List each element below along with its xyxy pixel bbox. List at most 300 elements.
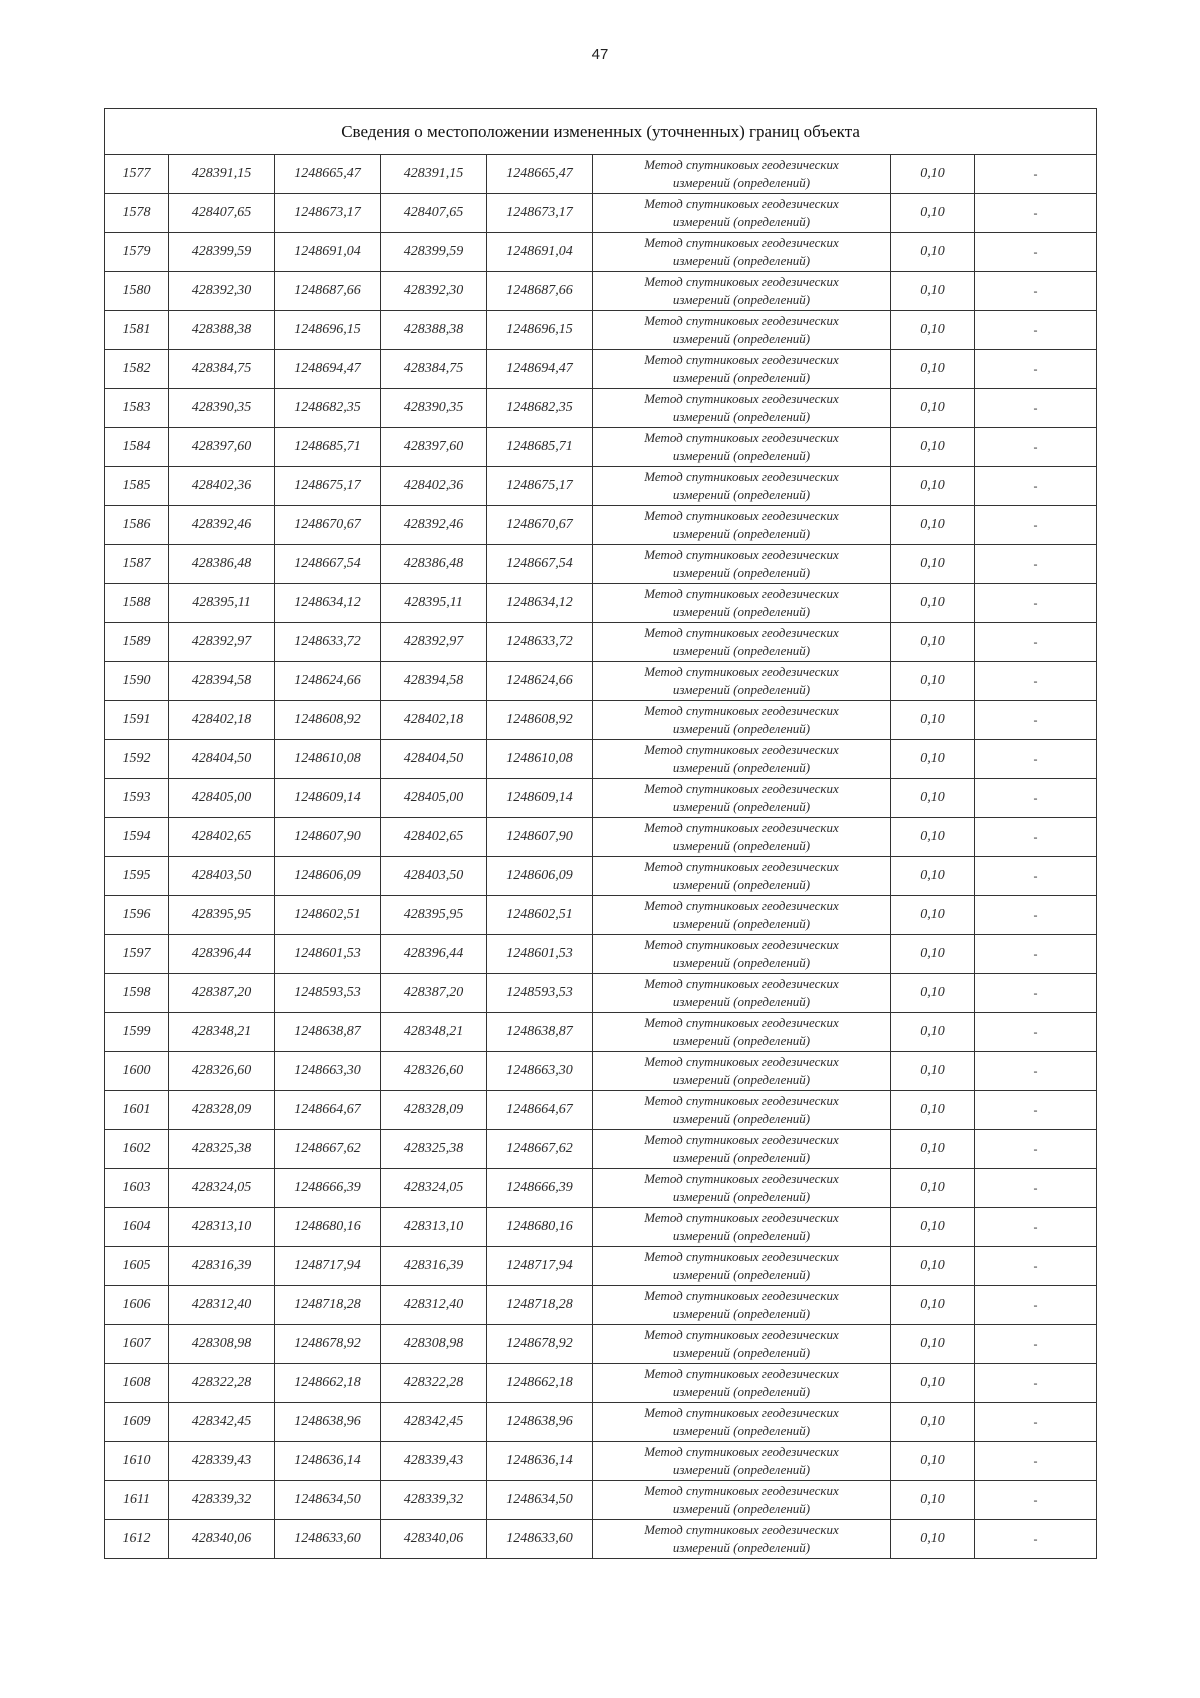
accuracy-cell: 0,10	[891, 818, 975, 857]
new-x-cell: 428322,28	[381, 1364, 487, 1403]
point-number-cell: 1584	[105, 428, 169, 467]
note-cell: -	[975, 1481, 1097, 1520]
new-x-cell: 428396,44	[381, 935, 487, 974]
existing-x-cell: 428396,44	[169, 935, 275, 974]
existing-x-cell: 428392,30	[169, 272, 275, 311]
method-line-2: измерений (определений)	[672, 604, 811, 619]
note-cell: -	[975, 935, 1097, 974]
new-y-cell: 1248663,30	[487, 1052, 593, 1091]
method-cell	[593, 233, 891, 272]
new-y-cell: 1248601,53	[487, 935, 593, 974]
method-line-1: Метод спутниковых геодезических	[644, 1015, 839, 1030]
existing-x-cell: 428326,60	[169, 1052, 275, 1091]
accuracy-cell: 0,10	[891, 896, 975, 935]
method-cell	[593, 1208, 891, 1247]
point-number-cell: 1592	[105, 740, 169, 779]
method-line-2: измерений (определений)	[672, 448, 811, 463]
note-cell: -	[975, 779, 1097, 818]
point-number-cell: 1579	[105, 233, 169, 272]
method-line-1: Метод спутниковых геодезических	[644, 781, 839, 796]
existing-y-cell: 1248638,87	[275, 1013, 381, 1052]
new-x-cell: 428402,36	[381, 467, 487, 506]
table-row	[105, 1286, 1097, 1325]
method-line-1: Метод спутниковых геодезических	[644, 898, 839, 913]
accuracy-cell: 0,10	[891, 701, 975, 740]
existing-x-cell: 428397,60	[169, 428, 275, 467]
table-row	[105, 701, 1097, 740]
note-cell: -	[975, 1091, 1097, 1130]
method-line-1: Метод спутниковых геодезических	[644, 1288, 839, 1303]
accuracy-cell: 0,10	[891, 1442, 975, 1481]
new-y-cell: 1248670,67	[487, 506, 593, 545]
method-line-1: Метод спутниковых геодезических	[644, 352, 839, 367]
note-cell: -	[975, 506, 1097, 545]
existing-x-cell: 428402,36	[169, 467, 275, 506]
accuracy-cell: 0,10	[891, 623, 975, 662]
table-title-row	[105, 109, 1097, 155]
table-row	[105, 1208, 1097, 1247]
new-x-cell: 428324,05	[381, 1169, 487, 1208]
method-cell	[593, 1052, 891, 1091]
new-y-cell: 1248633,72	[487, 623, 593, 662]
new-y-cell: 1248678,92	[487, 1325, 593, 1364]
note-cell: -	[975, 1442, 1097, 1481]
method-line-2: измерений (определений)	[672, 175, 811, 190]
existing-x-cell: 428403,50	[169, 857, 275, 896]
new-x-cell: 428386,48	[381, 545, 487, 584]
method-cell	[593, 857, 891, 896]
existing-y-cell: 1248694,47	[275, 350, 381, 389]
existing-y-cell: 1248687,66	[275, 272, 381, 311]
existing-y-cell: 1248624,66	[275, 662, 381, 701]
method-line-2: измерений (определений)	[672, 526, 811, 541]
method-cell	[593, 584, 891, 623]
method-cell	[593, 428, 891, 467]
note-cell: -	[975, 155, 1097, 194]
existing-x-cell: 428395,11	[169, 584, 275, 623]
method-cell	[593, 740, 891, 779]
point-number-cell: 1594	[105, 818, 169, 857]
existing-y-cell: 1248607,90	[275, 818, 381, 857]
method-cell	[593, 935, 891, 974]
table-row	[105, 779, 1097, 818]
existing-y-cell: 1248667,62	[275, 1130, 381, 1169]
existing-x-cell: 428391,15	[169, 155, 275, 194]
table-row	[105, 1481, 1097, 1520]
new-y-cell: 1248638,96	[487, 1403, 593, 1442]
existing-x-cell: 428325,38	[169, 1130, 275, 1169]
method-line-2: измерений (определений)	[672, 682, 811, 697]
note-cell: -	[975, 740, 1097, 779]
new-y-cell: 1248607,90	[487, 818, 593, 857]
method-cell	[593, 1442, 891, 1481]
new-x-cell: 428390,35	[381, 389, 487, 428]
note-cell: -	[975, 818, 1097, 857]
existing-y-cell: 1248609,14	[275, 779, 381, 818]
existing-y-cell: 1248666,39	[275, 1169, 381, 1208]
existing-y-cell: 1248602,51	[275, 896, 381, 935]
new-y-cell: 1248666,39	[487, 1169, 593, 1208]
point-number-cell: 1598	[105, 974, 169, 1013]
accuracy-cell: 0,10	[891, 155, 975, 194]
new-y-cell: 1248609,14	[487, 779, 593, 818]
method-line-1: Метод спутниковых геодезических	[644, 820, 839, 835]
note-cell: -	[975, 1169, 1097, 1208]
note-cell: -	[975, 1130, 1097, 1169]
method-line-2: измерений (определений)	[672, 1072, 811, 1087]
method-cell	[593, 1286, 891, 1325]
accuracy-cell: 0,10	[891, 1247, 975, 1286]
existing-x-cell: 428392,46	[169, 506, 275, 545]
new-y-cell: 1248634,50	[487, 1481, 593, 1520]
table-row	[105, 623, 1097, 662]
new-x-cell: 428328,09	[381, 1091, 487, 1130]
existing-x-cell: 428308,98	[169, 1325, 275, 1364]
existing-y-cell: 1248696,15	[275, 311, 381, 350]
new-y-cell: 1248680,16	[487, 1208, 593, 1247]
new-x-cell: 428402,18	[381, 701, 487, 740]
existing-y-cell: 1248601,53	[275, 935, 381, 974]
method-line-2: измерений (определений)	[672, 370, 811, 385]
point-number-cell: 1602	[105, 1130, 169, 1169]
method-line-2: измерений (определений)	[672, 1228, 811, 1243]
page-number: 47	[591, 46, 609, 63]
new-x-cell: 428407,65	[381, 194, 487, 233]
point-number-cell: 1604	[105, 1208, 169, 1247]
method-line-2: измерений (определений)	[672, 760, 811, 775]
method-line-1: Метод спутниковых геодезических	[644, 1093, 839, 1108]
method-cell	[593, 818, 891, 857]
existing-y-cell: 1248685,71	[275, 428, 381, 467]
method-line-1: Метод спутниковых геодезических	[644, 937, 839, 952]
existing-y-cell: 1248634,50	[275, 1481, 381, 1520]
method-line-2: измерений (определений)	[672, 1033, 811, 1048]
method-line-2: измерений (определений)	[672, 1423, 811, 1438]
table-row	[105, 233, 1097, 272]
accuracy-cell: 0,10	[891, 740, 975, 779]
existing-x-cell: 428402,18	[169, 701, 275, 740]
accuracy-cell: 0,10	[891, 1091, 975, 1130]
new-x-cell: 428339,43	[381, 1442, 487, 1481]
method-line-2: измерений (определений)	[672, 1462, 811, 1477]
existing-y-cell: 1248610,08	[275, 740, 381, 779]
table-row	[105, 662, 1097, 701]
method-cell	[593, 779, 891, 818]
table-row	[105, 896, 1097, 935]
method-cell	[593, 506, 891, 545]
method-line-1: Метод спутниковых геодезических	[644, 1483, 839, 1498]
point-number-cell: 1583	[105, 389, 169, 428]
point-number-cell: 1587	[105, 545, 169, 584]
new-x-cell: 428316,39	[381, 1247, 487, 1286]
note-cell: -	[975, 1286, 1097, 1325]
existing-x-cell: 428395,95	[169, 896, 275, 935]
point-number-cell: 1578	[105, 194, 169, 233]
method-cell	[593, 467, 891, 506]
note-cell: -	[975, 428, 1097, 467]
method-cell	[593, 1481, 891, 1520]
accuracy-cell: 0,10	[891, 1481, 975, 1520]
method-line-2: измерений (определений)	[672, 994, 811, 1009]
new-y-cell: 1248608,92	[487, 701, 593, 740]
new-x-cell: 428387,20	[381, 974, 487, 1013]
new-y-cell: 1248633,60	[487, 1520, 593, 1559]
new-y-cell: 1248667,62	[487, 1130, 593, 1169]
method-line-1: Метод спутниковых геодезических	[644, 508, 839, 523]
accuracy-cell: 0,10	[891, 194, 975, 233]
point-number-cell: 1606	[105, 1286, 169, 1325]
point-number-cell: 1608	[105, 1364, 169, 1403]
existing-x-cell: 428404,50	[169, 740, 275, 779]
table-row	[105, 818, 1097, 857]
method-line-1: Метод спутниковых геодезических	[644, 859, 839, 874]
method-line-2: измерений (определений)	[672, 1150, 811, 1165]
method-line-2: измерений (определений)	[672, 721, 811, 736]
method-cell	[593, 1013, 891, 1052]
existing-y-cell: 1248667,54	[275, 545, 381, 584]
new-x-cell: 428392,30	[381, 272, 487, 311]
existing-x-cell: 428399,59	[169, 233, 275, 272]
method-cell	[593, 974, 891, 1013]
existing-x-cell: 428313,10	[169, 1208, 275, 1247]
method-line-1: Метод спутниковых геодезических	[644, 430, 839, 445]
existing-y-cell: 1248608,92	[275, 701, 381, 740]
accuracy-cell: 0,10	[891, 506, 975, 545]
table-row	[105, 935, 1097, 974]
accuracy-cell: 0,10	[891, 584, 975, 623]
note-cell: -	[975, 701, 1097, 740]
point-number-cell: 1596	[105, 896, 169, 935]
method-line-2: измерений (определений)	[672, 409, 811, 424]
new-x-cell: 428384,75	[381, 350, 487, 389]
method-line-1: Метод спутниковых геодезических	[644, 742, 839, 757]
point-number-cell: 1589	[105, 623, 169, 662]
new-y-cell: 1248624,66	[487, 662, 593, 701]
accuracy-cell: 0,10	[891, 1013, 975, 1052]
method-line-1: Метод спутниковых геодезических	[644, 664, 839, 679]
point-number-cell: 1601	[105, 1091, 169, 1130]
method-line-2: измерений (определений)	[672, 214, 811, 229]
table-row	[105, 1442, 1097, 1481]
point-number-cell: 1607	[105, 1325, 169, 1364]
method-line-1: Метод спутниковых геодезических	[644, 1366, 839, 1381]
existing-y-cell: 1248633,60	[275, 1520, 381, 1559]
method-line-1: Метод спутниковых геодезических	[644, 1405, 839, 1420]
note-cell: -	[975, 350, 1097, 389]
table-row	[105, 1364, 1097, 1403]
note-cell: -	[975, 233, 1097, 272]
table-row	[105, 428, 1097, 467]
method-line-1: Метод спутниковых геодезических	[644, 1327, 839, 1342]
method-cell	[593, 896, 891, 935]
table-row	[105, 584, 1097, 623]
point-number-cell: 1588	[105, 584, 169, 623]
table-row	[105, 506, 1097, 545]
existing-x-cell: 428384,75	[169, 350, 275, 389]
new-y-cell: 1248606,09	[487, 857, 593, 896]
method-line-1: Метод спутниковых геодезических	[644, 1444, 839, 1459]
accuracy-cell: 0,10	[891, 350, 975, 389]
method-cell	[593, 623, 891, 662]
point-number-cell: 1611	[105, 1481, 169, 1520]
new-y-cell: 1248673,17	[487, 194, 593, 233]
accuracy-cell: 0,10	[891, 662, 975, 701]
method-line-1: Метод спутниковых геодезических	[644, 547, 839, 562]
method-cell	[593, 1364, 891, 1403]
method-line-1: Метод спутниковых геодезических	[644, 586, 839, 601]
note-cell: -	[975, 623, 1097, 662]
existing-x-cell: 428407,65	[169, 194, 275, 233]
new-y-cell: 1248685,71	[487, 428, 593, 467]
existing-x-cell: 428392,97	[169, 623, 275, 662]
method-line-2: измерений (определений)	[672, 799, 811, 814]
accuracy-cell: 0,10	[891, 974, 975, 1013]
new-x-cell: 428404,50	[381, 740, 487, 779]
new-x-cell: 428339,32	[381, 1481, 487, 1520]
accuracy-cell: 0,10	[891, 935, 975, 974]
existing-y-cell: 1248662,18	[275, 1364, 381, 1403]
new-x-cell: 428312,40	[381, 1286, 487, 1325]
table-row	[105, 1520, 1097, 1559]
method-cell	[593, 662, 891, 701]
method-cell	[593, 1403, 891, 1442]
note-cell: -	[975, 1403, 1097, 1442]
method-line-2: измерений (определений)	[672, 1306, 811, 1321]
existing-y-cell: 1248593,53	[275, 974, 381, 1013]
existing-x-cell: 428387,20	[169, 974, 275, 1013]
new-y-cell: 1248694,47	[487, 350, 593, 389]
existing-x-cell: 428402,65	[169, 818, 275, 857]
point-number-cell: 1605	[105, 1247, 169, 1286]
method-line-1: Метод спутниковых геодезических	[644, 313, 839, 328]
point-number-cell: 1595	[105, 857, 169, 896]
table-row	[105, 1325, 1097, 1364]
new-y-cell: 1248638,87	[487, 1013, 593, 1052]
method-line-1: Метод спутниковых геодезических	[644, 196, 839, 211]
accuracy-cell: 0,10	[891, 1169, 975, 1208]
method-line-2: измерений (определений)	[672, 253, 811, 268]
method-cell	[593, 194, 891, 233]
point-number-cell: 1603	[105, 1169, 169, 1208]
new-x-cell: 428395,95	[381, 896, 487, 935]
existing-y-cell: 1248675,17	[275, 467, 381, 506]
existing-y-cell: 1248670,67	[275, 506, 381, 545]
accuracy-cell: 0,10	[891, 1520, 975, 1559]
note-cell: -	[975, 1052, 1097, 1091]
new-y-cell: 1248687,66	[487, 272, 593, 311]
method-line-1: Метод спутниковых геодезических	[644, 157, 839, 172]
method-line-2: измерений (определений)	[672, 487, 811, 502]
method-cell	[593, 272, 891, 311]
accuracy-cell: 0,10	[891, 1286, 975, 1325]
existing-y-cell: 1248682,35	[275, 389, 381, 428]
method-cell	[593, 701, 891, 740]
existing-x-cell: 428394,58	[169, 662, 275, 701]
point-number-cell: 1612	[105, 1520, 169, 1559]
method-cell	[593, 155, 891, 194]
point-number-cell: 1597	[105, 935, 169, 974]
note-cell: -	[975, 1247, 1097, 1286]
note-cell: -	[975, 389, 1097, 428]
new-x-cell: 428348,21	[381, 1013, 487, 1052]
existing-x-cell: 428405,00	[169, 779, 275, 818]
existing-y-cell: 1248636,14	[275, 1442, 381, 1481]
method-line-1: Метод спутниковых геодезических	[644, 1054, 839, 1069]
existing-x-cell: 428339,43	[169, 1442, 275, 1481]
existing-x-cell: 428322,28	[169, 1364, 275, 1403]
new-x-cell: 428388,38	[381, 311, 487, 350]
existing-y-cell: 1248606,09	[275, 857, 381, 896]
new-x-cell: 428342,45	[381, 1403, 487, 1442]
new-x-cell: 428405,00	[381, 779, 487, 818]
method-line-1: Метод спутниковых геодезических	[644, 1210, 839, 1225]
new-x-cell: 428326,60	[381, 1052, 487, 1091]
new-x-cell: 428397,60	[381, 428, 487, 467]
accuracy-cell: 0,10	[891, 1130, 975, 1169]
accuracy-cell: 0,10	[891, 233, 975, 272]
accuracy-cell: 0,10	[891, 779, 975, 818]
existing-x-cell: 428328,09	[169, 1091, 275, 1130]
point-number-cell: 1610	[105, 1442, 169, 1481]
table-row	[105, 974, 1097, 1013]
existing-y-cell: 1248663,30	[275, 1052, 381, 1091]
new-y-cell: 1248610,08	[487, 740, 593, 779]
table-row	[105, 350, 1097, 389]
note-cell: -	[975, 1520, 1097, 1559]
existing-y-cell: 1248673,17	[275, 194, 381, 233]
point-number-cell: 1599	[105, 1013, 169, 1052]
method-line-1: Метод спутниковых геодезических	[644, 1171, 839, 1186]
point-number-cell: 1586	[105, 506, 169, 545]
new-x-cell: 428399,59	[381, 233, 487, 272]
table-row	[105, 545, 1097, 584]
method-line-2: измерений (определений)	[672, 955, 811, 970]
new-y-cell: 1248675,17	[487, 467, 593, 506]
new-y-cell: 1248667,54	[487, 545, 593, 584]
accuracy-cell: 0,10	[891, 1208, 975, 1247]
accuracy-cell: 0,10	[891, 1052, 975, 1091]
note-cell: -	[975, 1364, 1097, 1403]
method-cell	[593, 1091, 891, 1130]
note-cell: -	[975, 467, 1097, 506]
method-line-2: измерений (определений)	[672, 916, 811, 931]
new-x-cell: 428395,11	[381, 584, 487, 623]
method-cell	[593, 1325, 891, 1364]
table-row	[105, 1247, 1097, 1286]
existing-y-cell: 1248638,96	[275, 1403, 381, 1442]
new-x-cell: 428325,38	[381, 1130, 487, 1169]
point-number-cell: 1590	[105, 662, 169, 701]
point-number-cell: 1600	[105, 1052, 169, 1091]
table-row	[105, 1403, 1097, 1442]
method-line-1: Метод спутниковых геодезических	[644, 625, 839, 640]
table-row	[105, 311, 1097, 350]
new-y-cell: 1248691,04	[487, 233, 593, 272]
accuracy-cell: 0,10	[891, 857, 975, 896]
accuracy-cell: 0,10	[891, 311, 975, 350]
new-x-cell: 428402,65	[381, 818, 487, 857]
new-y-cell: 1248696,15	[487, 311, 593, 350]
table-row	[105, 272, 1097, 311]
new-y-cell: 1248665,47	[487, 155, 593, 194]
method-cell	[593, 1247, 891, 1286]
point-number-cell: 1585	[105, 467, 169, 506]
method-cell	[593, 1169, 891, 1208]
existing-y-cell: 1248691,04	[275, 233, 381, 272]
table-row	[105, 740, 1097, 779]
table-row	[105, 1169, 1097, 1208]
new-y-cell: 1248593,53	[487, 974, 593, 1013]
